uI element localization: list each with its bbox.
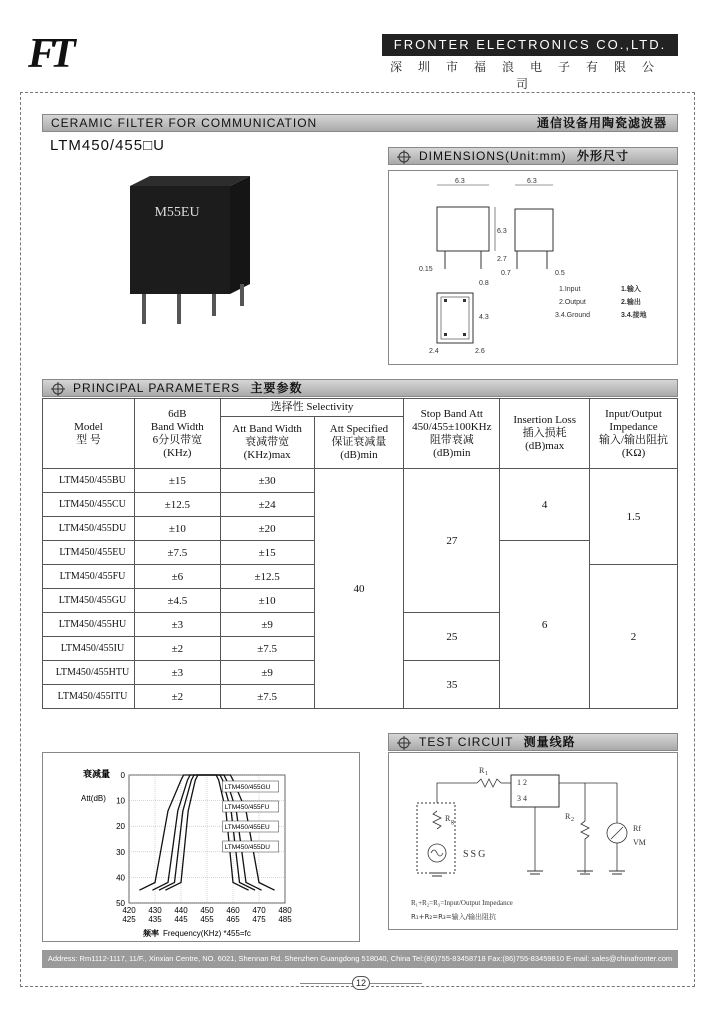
dim-pin-d: 0.15 [419,266,433,273]
svg-text:g: g [451,819,454,825]
rf-label: Rf [633,824,641,833]
model-title: LTM450/455□U [50,137,166,154]
dim-w2: 6.3 [527,178,537,185]
header-model: Model 型 号 [43,399,135,469]
header-selectivity: 选择性 Selectivity [220,399,404,417]
table-cell-bw: ±2 [134,637,220,661]
params-bar [42,379,678,397]
pin-1-en: 1.Input [559,286,581,293]
product-photo [42,158,368,350]
table-cell-att: ±15 [220,541,314,565]
vm-label: VM [633,838,646,847]
pin-3-cn: 3.4.接地 [621,312,647,319]
table-cell-bw: ±7.5 [134,541,220,565]
chart-xtick-label-alt: 435 [148,915,162,924]
dimensions-bar [388,147,678,165]
ssg-label: SSG [463,849,488,860]
table-cell-model: LTM450/455DU [43,517,135,541]
table-cell-model: LTM450/455ITU [43,685,135,709]
rg-label: R [445,814,451,823]
dim-b2: 2.6 [475,348,485,355]
pin-1-cn: 1.输入 [621,286,641,293]
parameters-table [42,398,678,709]
chart-ylabel: Att(dB) [81,794,106,803]
table-cell-insertion-2: 6 [500,541,590,709]
chart-xtick-label: 440 [174,906,188,915]
table-cell-stopband-1: 27 [404,469,500,613]
dimensions-title-en: DIMENSIONS(Unit:mm) [419,149,567,163]
chart-ytick-label: 30 [116,847,125,857]
company-name-cn: 深圳市福浪电子有限公司 [389,60,670,91]
test-circuit-diagram [388,752,678,930]
chart-ytick-label: 0 [120,771,125,780]
chart-xlabel-cn: 频率 [143,929,159,938]
header-bandwidth: 6dB Band Width 6分贝带宽 (KHz) [134,399,220,469]
dimensions-title-cn: 外形尺寸 [577,149,630,163]
crosshair-icon [49,382,67,396]
component-pin [142,294,146,324]
table-cell-att: ±12.5 [220,565,314,589]
bottom-view-outline [437,293,473,343]
header-insertion-loss: Insertion Loss 插入损耗 (dB)max [500,399,590,469]
table-cell-model: LTM450/455HU [43,613,135,637]
circuit-title-en: TEST CIRCUIT [419,735,514,749]
banner-title-cn: 通信设备用陶瓷滤波器 [536,116,667,130]
chart-xtick-label-alt: 455 [200,915,214,924]
dim-p2: 0.5 [555,270,565,277]
table-cell-impedance-1: 1.5 [590,469,678,565]
table-cell-insertion-1: 4 [500,469,590,541]
circuit-title-cn: 测量线路 [523,735,576,749]
r1-label: R [479,766,485,775]
table-cell-att: ±9 [220,661,314,685]
resistor-rg [433,811,441,829]
chart-xlabel: Frequency(KHz) *455=fc [163,929,251,938]
table-cell-bw: ±10 [134,517,220,541]
component-side [230,176,250,294]
table-cell-att: ±30 [220,469,314,493]
chart-xtick-label: 470 [252,906,266,915]
table-cell-model: LTM450/455GU [43,589,135,613]
company-name-en: FRONTER ELECTRONICS CO.,LTD. [382,34,678,56]
component-marking: M55EU [154,205,200,220]
chart-ylabel-cn: 衰减量 [83,769,111,779]
section-banner [42,114,678,132]
chart-ytick-label: 10 [116,796,125,806]
header-att-bandwidth: Att Band Width 衰减带宽 (KHz)max [220,417,314,469]
pin-3-en: 3.4.Ground [555,312,591,319]
header-impedance: Input/Output Impedance 输入/输出阻抗 (KΩ) [590,399,678,469]
page-number: 12 [352,976,370,990]
table-cell-att: ±10 [220,589,314,613]
table-cell-model: LTM450/455IU [43,637,135,661]
table-cell-att-specified: 40 [314,469,404,709]
company-logo: FT [28,31,70,77]
table-cell-att: ±9 [220,613,314,637]
chart-legend-label: LTM450/455FU [224,804,270,811]
filter-pins-top: 1 2 [517,778,527,787]
dim-side: 4.3 [479,314,489,321]
pin-2-en: 2.Output [559,299,586,306]
table-cell-model: LTM450/455FU [43,565,135,589]
table-cell-att: ±24 [220,493,314,517]
dim-pin-h: 2.7 [497,256,507,263]
chart-legend-label: LTM450/455EU [224,824,270,831]
circuit-note-en: R₁+R₂=R₃=Input/Output Impedance [411,899,513,907]
table-cell-model: LTM450/455CU [43,493,135,517]
chart-xtick-label-alt: 475 [252,915,266,924]
header-stopband: Stop Band Att 450/455±100KHz 阻带衰减 (dB)min [404,399,500,469]
chart-ytick-label: 40 [116,873,125,883]
dimensions-drawing [388,170,678,365]
component-pin [177,294,181,324]
table-cell-bw: ±4.5 [134,589,220,613]
table-cell-att: ±20 [220,517,314,541]
params-title-en: PRINCIPAL PARAMETERS [73,381,241,395]
r2-label: R [565,812,571,821]
front-view-outline [437,207,489,251]
side-view-outline [515,209,553,251]
circuit-note-cn: R₁+R₂=R₃=输入/输出阻抗 [411,913,496,921]
resistor-r1 [477,779,501,787]
chart-xtick-label: 480 [278,906,292,915]
dim-p1: 0.7 [501,270,511,277]
chart-xtick-label: 430 [148,906,162,915]
component-front [130,186,230,294]
params-title-cn: 主要参数 [250,381,303,395]
table-cell-stopband-3: 35 [404,661,500,709]
chart-legend-label: LTM450/455DU [224,844,271,851]
component-pin [212,294,216,316]
table-cell-att: ±7.5 [220,637,314,661]
table-cell-model: LTM450/455BU [43,469,135,493]
component-pin [240,284,244,306]
table-cell-model: LTM450/455EU [43,541,135,565]
footer-address: Address: Rm1112-1117, 11/F., Xinxian Centre, NO. 6021, Shennan Rd. Shenzhen Guangdong 518040, China Tel:(86)755-83458718 Fax:(86)755-83459810 E-mail: sales@chinafronter.com [42,950,678,968]
banner-title-en: CERAMIC FILTER FOR COMMUNICATION [51,116,318,130]
table-cell-bw: ±6 [134,565,220,589]
table-cell-bw: ±2 [134,685,220,709]
crosshair-icon [395,150,413,164]
chart-xtick-label-alt: 425 [122,915,136,924]
table-cell-bw: ±12.5 [134,493,220,517]
table-cell-bw: ±3 [134,613,220,637]
resistor-r2 [581,821,589,873]
pin-2-cn: 2.输出 [621,299,641,306]
crosshair-icon [395,736,413,750]
header-att-specified: Att Specified 保证衰减量 (dB)min [314,417,404,469]
dim-top: 0.8 [479,280,489,287]
table-cell-att: ±7.5 [220,685,314,709]
svg-text:2: 2 [571,817,574,823]
chart-xtick-label: 460 [226,906,240,915]
filter-pins-bottom: 3 4 [517,794,527,803]
chart-ytick-label: 50 [116,899,125,908]
table-cell-bw: ±15 [134,469,220,493]
chart-xtick-label: 450 [200,906,214,915]
component-top [130,176,250,186]
circuit-bar [388,733,678,751]
table-cell-bw: ±3 [134,661,220,685]
chart-xtick-label-alt: 485 [278,915,292,924]
chart-xtick-label-alt: 445 [174,915,188,924]
dim-h: 6.3 [497,228,507,235]
chart-ytick-label: 20 [116,822,125,832]
table-cell-model: LTM450/455HTU [43,661,135,685]
chart-xtick-label: 420 [122,906,136,915]
response-chart [43,753,359,941]
table-cell-stopband-2: 25 [404,613,500,661]
dim-w1: 6.3 [455,178,465,185]
response-chart-box [42,752,360,942]
table-cell-impedance-2: 2 [590,565,678,709]
svg-text:1: 1 [485,771,488,777]
chart-legend-label: LTM450/455GU [224,784,271,791]
dim-b1: 2.4 [429,348,439,355]
chart-xtick-label-alt: 465 [226,915,240,924]
